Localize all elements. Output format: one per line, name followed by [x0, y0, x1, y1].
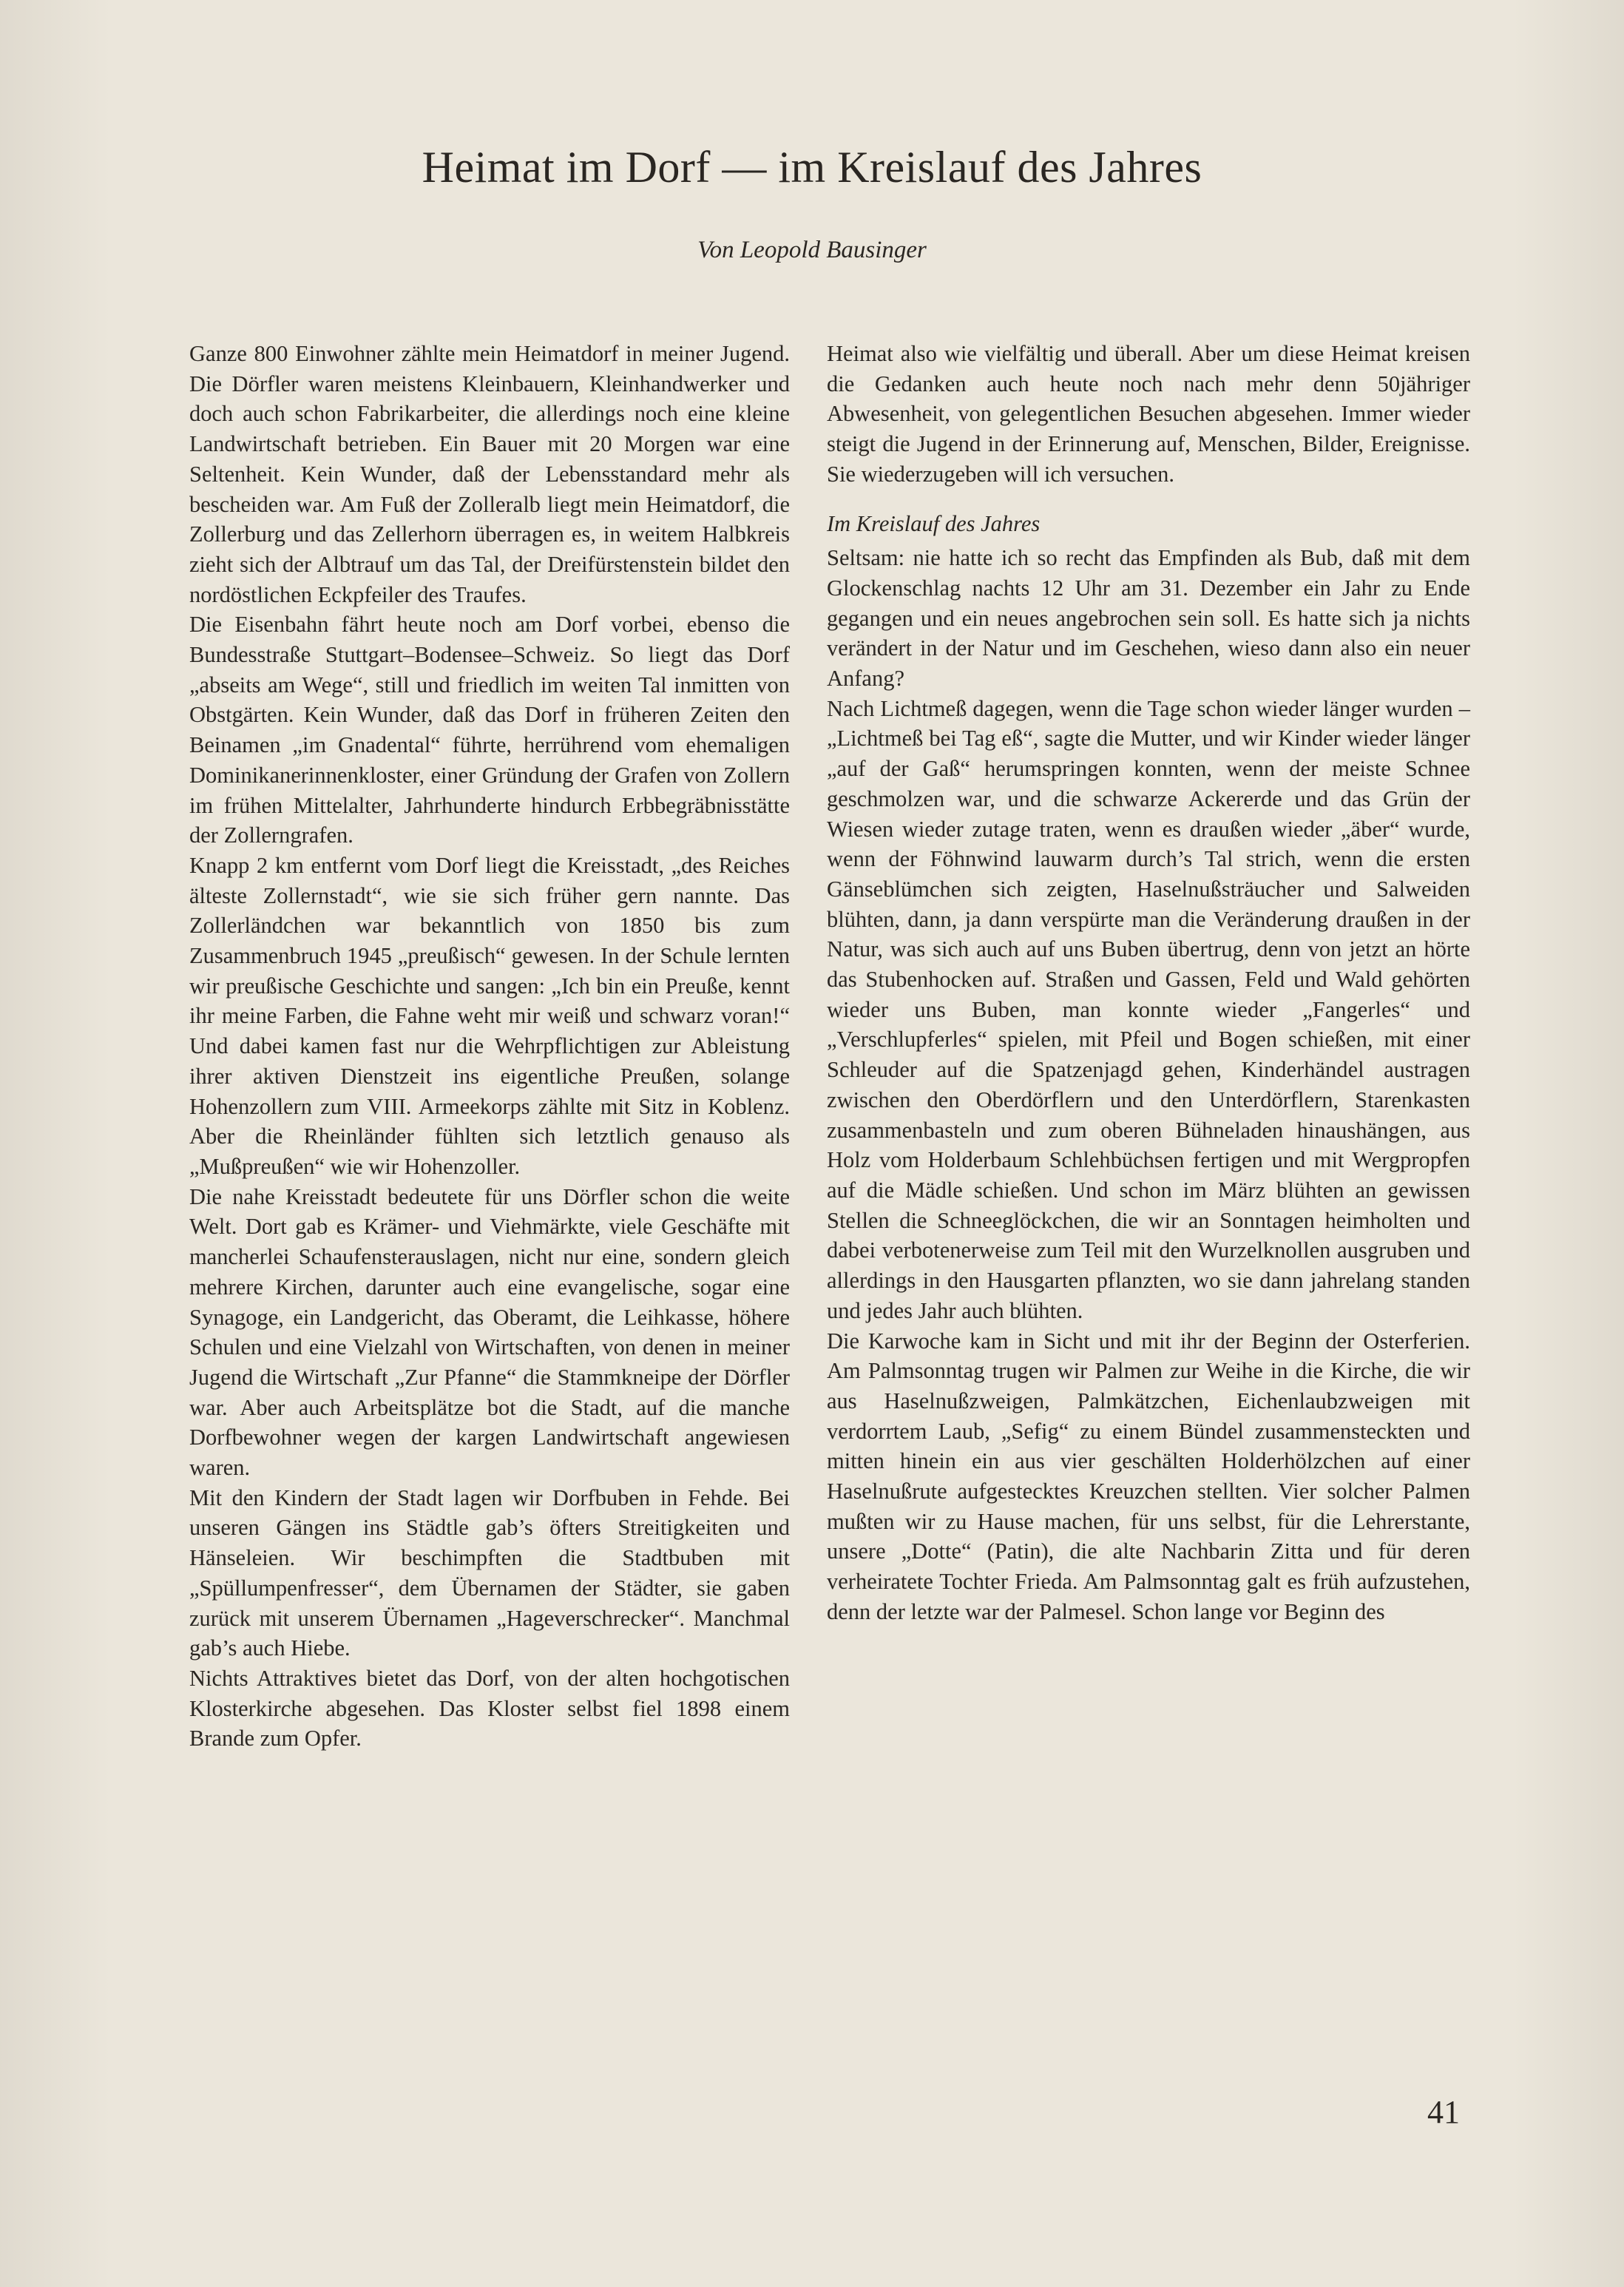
paragraph: Seltsam: nie hatte ich so recht das Empfinden als Bub, daß mit dem Glockenschlag nachts 12 Uhr am 31. Dezember ein Jahr zu Ende gegangen und ein neues angebrochen sein soll. Es hatte sich ja nichts verändert in der Natur und im Geschehen, wieso dann also ein neuer Anfang?	[827, 545, 1470, 692]
paragraph: Die Eisenbahn fährt heute noch am Dorf vorbei, ebenso die Bundesstraße Stuttgart–Bodensee–Schweiz. So liegt das Dorf „abseits am Wege“, still und friedlich im weiten Tal inmitten von Obstgärten. Kein Wunder, daß das Dorf in früheren Zeiten den Beinamen „im Gnadental“ führte, herrührend vom ehemaligen Dominikanerinnenkloster, einer Gründung der Grafen von Zollern im frühen Mittelalter, Jahrhunderte hindurch Erbbegräbnisstätte der Zollerngrafen.	[189, 612, 790, 848]
show-through-right	[1513, 0, 1624, 2287]
paragraph: Die nahe Kreisstadt bedeutete für uns Dörfler schon die weite Welt. Dort gab es Krämer- und Viehmärkte, viele Geschäfte mit mancherlei Schaufensterauslagen, nicht nur eine, sondern gleich mehrere Kirchen, darunter auch eine evangelische, sogar eine Synagoge, ein Landgericht, das Oberamt, die Leihkasse, höhere Schulen und eine Vielzahl von Wirtschaften, von denen in meiner Jugend die Wirtschaft „Zur Pfanne“ die Stammkneipe der Dörfler war. Aber auch Arbeitsplätze bot die Stadt, auf die manche Dorfbewohner wegen der kargen Landwirtschaft angewiesen waren.	[189, 1183, 790, 1481]
article-title: Heimat im Dorf — im Kreislauf des Jahres	[422, 143, 1202, 192]
paragraph: Ganze 800 Einwohner zählte mein Heimatdorf in meiner Jugend. Die Dörfler waren meistens Kleinbauern, Kleinhandwerker und doch auch schon Fabrikarbeiter, die allerdings noch eine kleine Landwirtschaft betrieben. Ein Bauer mit 20 Morgen war eine Seltenheit. Kein Wunder, daß der Lebensstandard mehr als bescheiden war. Am Fuß der Zolleralb liegt mein Heimatdorf, die Zollerburg und das Zellerhorn überragen es, in weitem Halbkreis zieht sich der Albtrauf um das Tal, der Dreifürstenstein bildet den nordöstlichen Eckpfeiler des Traufes.	[189, 341, 790, 607]
paragraph: Nach Lichtmeß dagegen, wenn die Tage schon wieder länger wurden – „Lichtmeß bei Tag eß“, sagte die Mutter, und wir Kinder wieder länger „auf der Gaß“ herumspringen konnten, wenn der meiste Schnee geschmolzen war, und die schwarze Ackererde und das Grün der Wiesen wieder zutage traten, wenn es draußen wieder „äber“ wurde, wenn der Föhnwind lauwarm durch’s Tal strich, wenn die ersten Gänseblümchen sich zeigten, Haselnußsträucher und Salweiden blühten, dann, ja dann verspürte man die Veränderung draußen in der Natur, was sich auch auf uns Buben übertrug, denn von jetzt an hörte das Stubenhocken auf. Straßen und Gassen, Feld und Wald gehörten wieder uns Buben, man konnte wieder „Fangerles“ und „Verschlupferles“ spielen, mit Pfeil und Bogen schießen, mit einer Schleuder auf die Spatzenjagd gehen, Kinderhändel austragen zwischen den Oberdörflern und den Unterdörflern, Starenkasten zusammenbasteln und zum oberen Bühneladen hinaushängen, aus Holz vom Holderbaum Schlehbüchsen fertigen und mit Wergpropfen auf die Mädle schießen. Und schon im März blühten an gewissen Stellen die Schneeglöckchen, die wir an Sonntagen heimholten und dabei verbotenerweise zum Teil mit den Wurzelknollen ausgruben und allerdings in den Hausgarten pflanzten, wo sie dann jahrelang standen und jedes Jahr auch blühten.	[827, 695, 1470, 1323]
paragraph: Heimat also wie vielfältig und überall. Aber um diese Heimat kreisen die Gedanken auch heute noch nach mehr denn 50jähriger Abwesenheit, von gelegentlichen Besuchen abgesehen. Immer wieder steigt die Jugend in der Erinnerung auf, Menschen, Bilder, Ereignisse. Sie wiederzugeben will ich versuchen.	[827, 341, 1470, 487]
paragraph: Knapp 2 km entfernt vom Dorf liegt die Kreisstadt, „des Reiches älteste Zollernstadt“, wie sie sich früher gern nannte. Das Zollerländchen war bekanntlich von 1850 bis zum Zusammenbruch 1945 „preußisch“ gewesen. In der Schule lernten wir preußische Geschichte und sangen: „Ich bin ein Preuße, kennt ihr meine Farben, die Fahne weht mir weiß und schwarz voran!“ Und dabei kamen fast nur die Wehrpflichtigen zur Ableistung ihrer aktiven Dienstzeit ins eigentliche Preußen, solange Hohenzollern zum VIII. Armeekorps zählte mit Sitz in Koblenz. Aber die Rheinländer fühlten sich letztlich genauso als „Mußpreußen“ wie wir Hohenzoller.	[189, 852, 790, 1179]
show-through-left	[0, 0, 111, 2287]
right-column	[827, 339, 1470, 1627]
paragraph: Nichts Attraktives bietet das Dorf, von der alten hochgotischen Klosterkirche abgesehen. Das Kloster selbst fiel 1898 einem Brande zum Opfer.	[189, 1665, 790, 1751]
paragraph: Die Karwoche kam in Sicht und mit ihr der Beginn der Osterferien. Am Palmsonntag trugen wir Palmen zur Weihe in die Kirche, die wir aus Haselnußzweigen, Palmkätzchen, Eichenlaubzweigen mit verdorrtem Laub, „Sefig“ zu einem Bündel zusammensteckten und mitten hinein ein aus vier geschälten Holderhölzchen auf einer Haselnußrute aufgestecktes Kreuzchen stellten. Vier solcher Palmen mußten wir zu Hause machen, für uns selbst, für die Lehrerstante, unsere „Dotte“ (Patin), die alte Nachbarin Zitta und für deren verheiratete Tochter Frieda. Am Palmsonntag galt es früh aufzustehen, denn der letzte war der Palmesel. Schon lange vor Beginn des	[827, 1328, 1470, 1624]
page-number: 41	[1427, 2094, 1460, 2130]
paragraph: Mit den Kindern der Stadt lagen wir Dorfbuben in Fehde. Bei unseren Gängen ins Städtle gab’s öfters Streitigkeiten und Hänseleien. Wir beschimpften die Stadtbuben mit „Spüllumpenfresser“, dem Übernamen der Städter, sie gaben zurück mit unserem Übernamen „Hageverschrecker“. Manchmal gab’s auch Hiebe.	[189, 1484, 790, 1661]
section-heading: Im Kreislauf des Jahres	[827, 510, 1041, 536]
article-byline: Von Leopold Bausinger	[697, 237, 927, 263]
left-column	[189, 339, 790, 1754]
